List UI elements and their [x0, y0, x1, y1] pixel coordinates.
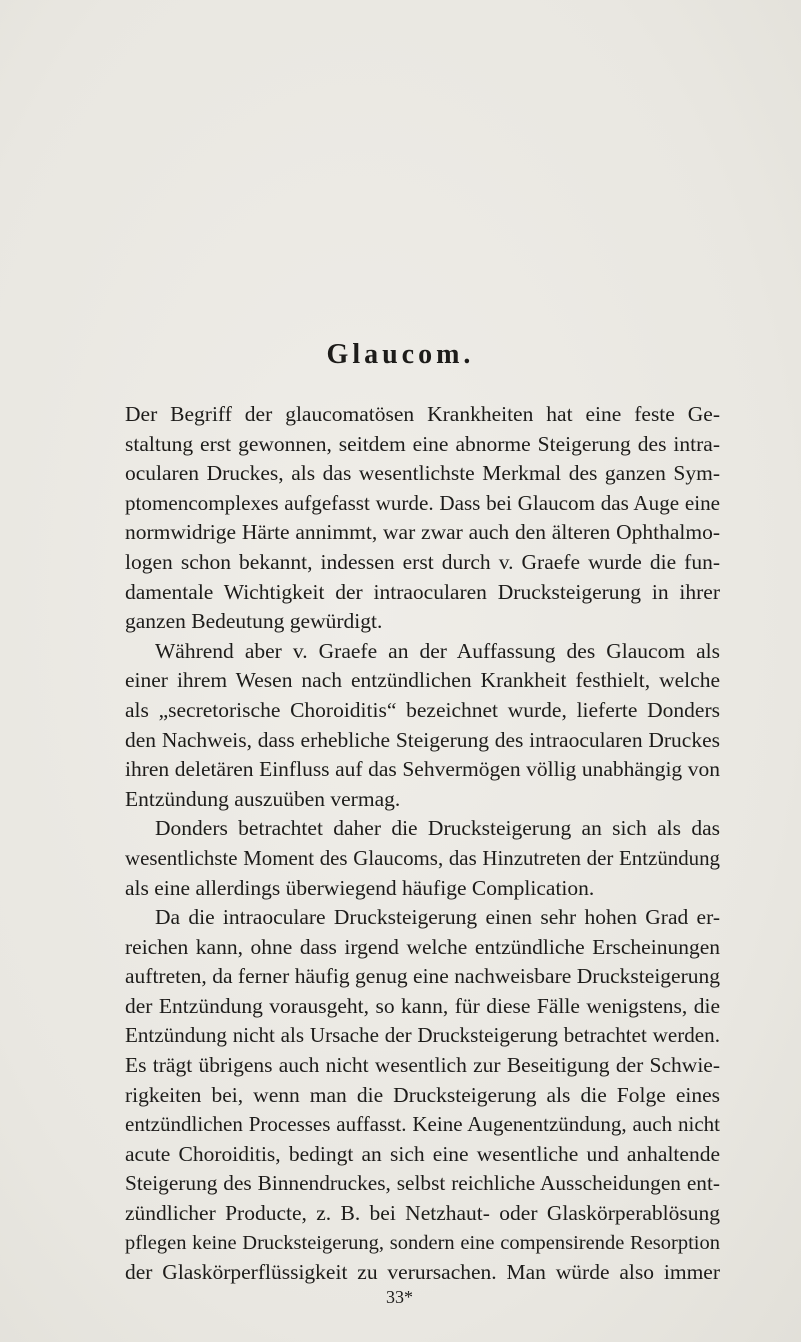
text-line: einer ihrem Wesen nach entzündlichen Krankheit festhielt, welche: [125, 668, 720, 693]
text-line: der Entzündung vorausgeht, so kann, für diese Fälle wenigstens, die: [125, 993, 720, 1018]
text-line: ihren deletären Einfluss auf das Sehvermögen völlig unabhängig von: [125, 757, 720, 782]
text-line: Da die intraoculare Drucksteigerung einen sehr hohen Grad er-: [155, 905, 720, 930]
text-line: auftreten, da ferner häufig genug eine nachweisbare Drucksteigerung: [125, 964, 720, 989]
text-line: Entzündung auszuüben vermag.: [125, 786, 401, 811]
text-line: logen schon bekannt, indessen erst durch v. Graefe wurde die fun-: [125, 549, 720, 574]
text-line: staltung erst gewonnen, seitdem eine abnorme Steigerung des intra-: [125, 431, 720, 456]
body-text: [125, 400, 720, 1288]
text-line: Steigerung des Binnendruckes, selbst reichliche Ausscheidungen ent-: [125, 1171, 720, 1196]
text-line: entzündlichen Processes auffasst. Keine Augenentzündung, auch nicht: [125, 1112, 720, 1137]
text-line: Entzündung nicht als Ursache der Drucksteigerung betrachtet werden.: [125, 1023, 720, 1048]
chapter-title: Glaucom.: [326, 339, 475, 370]
text-line: ptomencomplexes aufgefasst wurde. Dass bei Glaucom das Auge eine: [125, 490, 720, 515]
text-line: Es trägt übrigens auch nicht wesentlich zur Beseitigung der Schwie-: [125, 1053, 720, 1078]
text-line: wesentlichste Moment des Glaucoms, das Hinzutreten der Entzündung: [125, 845, 720, 870]
text-line: als eine allerdings überwiegend häufige Complication.: [125, 875, 595, 900]
text-line: normwidrige Härte annimmt, war zwar auch den älteren Ophthalmo-: [125, 520, 720, 545]
text-line: den Nachweis, dass erhebliche Steigerung des intraocularen Druckes: [125, 727, 720, 752]
text-line: der Glaskörperflüssigkeit zu verursachen. Man würde also immer: [125, 1260, 720, 1285]
text-line: Donders betrachtet daher die Drucksteigerung an sich als das: [155, 816, 720, 841]
text-line: Der Begriff der glaucomatösen Krankheiten hat eine feste Ge-: [125, 402, 720, 426]
text-line: rigkeiten bei, wenn man die Drucksteigerung als die Folge eines: [125, 1082, 720, 1107]
text-line: ganzen Bedeutung gewürdigt.: [125, 609, 383, 634]
text-line: damentale Wichtigkeit der intraocularen Drucksteigerung in ihrer: [125, 579, 720, 604]
text-line: Während aber v. Graefe an der Auffassung des Glaucom als: [155, 638, 720, 663]
text-line: ocularen Druckes, als das wesentlichste Merkmal des ganzen Sym-: [125, 461, 720, 486]
signature-mark: 33*: [386, 1287, 413, 1307]
text-line: acute Choroiditis, bedingt an sich eine wesentliche und anhaltende: [125, 1141, 720, 1166]
text-line: als „secretorische Choroiditis“ bezeichnet wurde, lieferte Donders: [125, 697, 720, 722]
text-line: pflegen keine Drucksteigerung, sondern eine compensirende Resorption: [125, 1231, 720, 1254]
text-line: zündlicher Producte, z. B. bei Netzhaut- oder Glaskörperablösung: [125, 1201, 720, 1226]
text-line: reichen kann, ohne dass irgend welche entzündliche Erscheinungen: [125, 934, 720, 959]
